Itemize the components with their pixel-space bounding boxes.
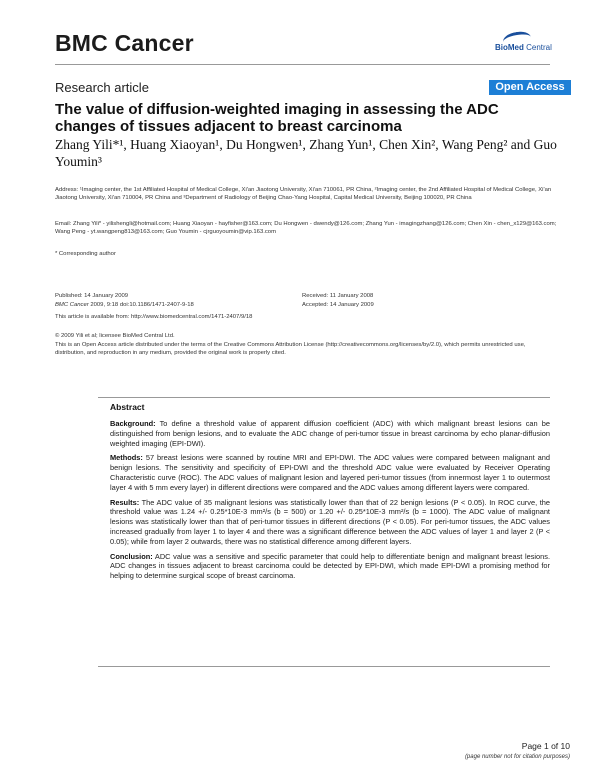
methods-text: 57 breast lesions were scanned by routine MRI and EPI-DWI. The ADC values were compared between malignant and benign lesions. The sensitivity and specificity of EPI-DWI and the threshold ADC value were evaluated by Receiver Operating Characteristic curve (ROC). The ADC values of malignant lesion and layered peri-tumor tissues (from innermost layer 1 to outermost layer 4 with 5 mm every layer) in different directions were compared and the ADC values among different layers were compared. [110, 453, 550, 492]
author-emails: Email: Zhang Yili* - yilishengli@hotmail.com; Huang Xiaoyan - hayfisher@163.com; Du Hongwen - dwendy@126.com; Zhang Yun - imagingzhang@126.com; Chen Xin - chen_x129@163.com; Wang Peng - yt.wangpeng813@163.com; Guo Youmin - cjrguoyoumin@vip.163.com [55, 221, 557, 235]
published-date: Published: 14 January 2009 [55, 293, 129, 299]
conclusion-text: ADC value was a sensitive and specific parameter that could help to differentiate benign and malignant breast lesions. ADC changes in tissues adjacent to breast carcinoma could be detected by EPI-DWI, which made EPI-DWI a promising method for helping to determine surgical scope of breast carcinoma. [110, 551, 550, 581]
accepted-date: Accepted: 14 January 2009 [302, 302, 374, 308]
journal-title: BMC Cancer [55, 30, 194, 56]
methods-label: Methods: [110, 453, 143, 463]
citation-journal: BMC Cancer [55, 302, 89, 308]
article-title: The value of diffusion-weighted imaging in assessing the ADC changes of tissues adjacent to breast carcinoma [55, 101, 499, 135]
logo-text [495, 43, 552, 52]
results-text: The ADC value of 35 malignant lesions was statistically lower than that of 22 benign lesions (P < 0.05). In ROC curve, the threshold value was 1.24 +/- 0.25*10E-3 mm²/s (b = 500) or 1.20 +/- 0.25*10E-3 mm²/s (b = 1000). The ADC value of malignant lesions was statistically lower than that of peri-tumor tissues in different directions (P < 0.05). For peri-tumor tissues, the ADC values increased gradually from layer 1 to layer 4 and there was a significant difference between the ADC values of layer 1 and layer 2 (P < 0.05); while from layer 2 outwards, there was no statistical difference among different layers. [110, 497, 550, 546]
results-label: Results: [110, 497, 140, 507]
biomed-central-logo [495, 32, 555, 54]
author-list: Zhang Yili*¹, Huang Xiaoyan¹, Du Hongwen¹, Zhang Yun¹, Chen Xin², Wang Peng² and Guo Youmin³ [55, 137, 557, 169]
article-url[interactable]: This article is available from: http://www.biomedcentral.com/1471-2407/9/18 [55, 314, 253, 320]
header-divider [55, 64, 550, 65]
citation-details: 2009, 9:18 doi:10.1186/1471-2407-9-18 [88, 302, 194, 308]
abstract-body [110, 419, 550, 586]
abstract-top-divider [98, 397, 550, 398]
open-access-badge: Open Access [489, 80, 571, 95]
logo-text-bold: BioMed [495, 43, 524, 52]
abstract-background [110, 419, 550, 448]
received-date: Received: 11 January 2008 [302, 293, 374, 299]
citation [55, 302, 194, 310]
abstract-heading: Abstract [110, 402, 145, 412]
logo-text-rest: Central [523, 43, 552, 52]
license-statement: This is an Open Access article distributed under the terms of the Creative Commons Attribution License (http://creativecommons.org/licenses/by/2.0), which permits unrestricted use, distribution, and reproduction in any medium, provided the original work is properly cited. [55, 342, 526, 356]
affiliation-address: Address: ¹Imaging center, the 1st Affiliated Hospital of Medical College, Xi'an Jiaotong University, Xi'an 710061, PR China, ²Imaging center, the 2nd Affiliated Hospital of Medical College, Xi'an Jiaotong University, Xi'an 710004, PR China and ³Department of Radiology of Beijing Chao-Yang Hospital, Capital Medical University, Beijing 100020, PR China [55, 187, 552, 201]
corresponding-author-note: * Corresponding author [55, 251, 116, 257]
background-text: To define a threshold value of apparent diffusion coefficient (ADC) with which malignant breast lesions can be distinguished from benign lesions, and to evaluate the ADC change of peri-tumor tissue in breast carcinoma by echo planar-diffusion weighted imaging (EPI-DWI). [110, 419, 550, 448]
abstract-results [110, 498, 550, 547]
section-label: Research article [55, 80, 149, 95]
abstract-methods [110, 453, 550, 492]
page-number-note: (page number not for citation purposes) [464, 754, 570, 760]
abstract-conclusion [110, 552, 550, 581]
background-label: Background: [110, 419, 156, 428]
abstract-bottom-divider [98, 666, 550, 667]
conclusion-label: Conclusion: [110, 551, 153, 561]
copyright: © 2009 Yili et al; licensee BioMed Central Ltd. [55, 333, 175, 339]
page-number: Page 1 of 10 [521, 741, 570, 751]
